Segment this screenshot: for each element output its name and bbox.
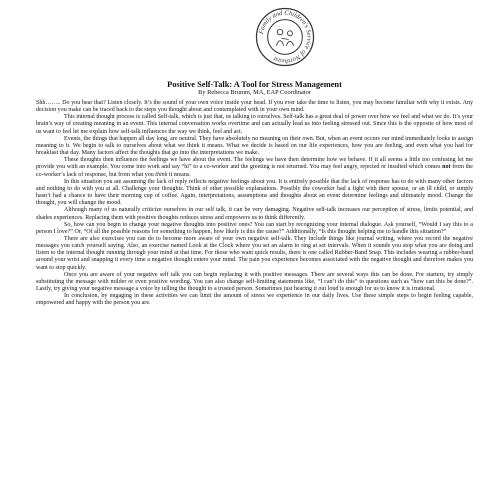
paragraph-text: from the co-worker’s lack of response, but from what you [36, 164, 473, 178]
paragraph-text: it means. [167, 171, 191, 178]
paragraph-text: There are also exercises you can do to become more aware of your own negative self-talk. They include things like journal writing, where you record the negative messages you catch yourself saying. Also, an exercise named Look at the Clock where you set an alarm to ring at set intervals. When it sounds you stop what you are doing and listen to the internal thought running through your mind at that time. For those who want quick results, there is one called Rubber-Band Snap. This includes wearing a rubber-band around your wrist and snapping it every time a negative thought enters your mind. The pain you experience becomes associated with the negative thought and therefore makes you want to stop quickly. [36, 235, 473, 271]
paragraph-text: This internal thought process is called Self-talk, which is just that, us talking to ourselves. Self-talk has a great deal of power over how we feel and what we do. It’s your brain’s way of creating meaning in an event. This internal conversation works overtime and can actually lead us into feeling stressed out. Since this is the opposite of how most of us want to feel let me explain how self-talk influences the way we think, feel and act. [36, 114, 473, 135]
body-paragraph [36, 272, 473, 293]
paragraph-text: Events, the things that happen all day long, are neutral. They have absolutely no meaning on their own. But, when an event occurs our mind immediately looks to assign meaning to it. We begin to talk to ourselves about what we think it means. What we decide is based on our life experiences, how you are feeling, and even what you had for breakfast that day. Many factors affect the thoughts that go into the interpretations we make. [36, 135, 473, 157]
document-title: Positive Self-Talk: A Tool for Stress Management [167, 80, 342, 89]
document-body [36, 100, 473, 308]
paragraph-text: think [155, 171, 168, 178]
paragraph-text: In this situation you are assuming the lack of reply reflects negative feelings about you. It is entirely possible that the lack of response has to do with many other factors and nothing to do with you at all. Challenge your thoughts. Think of other possible explanations. Possibly the coworker had a fight with their spouse, or an ill child, or simply hasn’t had a chance to have their morning cup of coffee. Again, interpretations, assumptions and thoughts about an event determine feelings and ultimately mood. Change the thought, you will change the mood. [36, 178, 473, 207]
paragraph-text: These thoughts then influence the feelings we have about the event. The feelings we have then determine how we behave. If it all seems a little too confusing let me provide you with an example. You come into work and say “hi” to a co-worker and the greeting is not returned. You may feel angry, rejected or insulted which comes [36, 157, 473, 171]
svg-text:Family and Children's Service: Family and Children's Service of Northeast [257, 9, 313, 65]
document-byline: By Rebecca Brumm, MA, EAP Coordinator [198, 89, 311, 96]
paragraph-text: Once you are aware of your negative self talk you can begin replacing it with positive messages. There are several ways this can be done. For starters, try simply substituting the message with milder or even positive wording. You can also change self-limiting statements like, “I can’t do this” to questions such as “how can this be done?”. Lastly, try giving your negative message a voice by telling the thought to a trusted person. Sometimes just hearing it out loud is enough for us to know it is irrational. [36, 271, 473, 293]
paragraph-text: Shh…….. Do you hear that? Listen closely. It’s the sound of your own voice inside your head. If you ever take the time to listen, you may become familiar with why it exists. Any decision you make can be traced back to the steps you thought about and contemplated with in your own mind. [36, 100, 473, 114]
body-paragraph [36, 157, 473, 178]
body-paragraph [36, 179, 473, 208]
seal-icon [254, 6, 316, 68]
paragraph-text: not [442, 164, 451, 171]
body-paragraph [36, 222, 473, 236]
body-paragraph [36, 136, 473, 157]
body-paragraph [36, 100, 473, 114]
body-paragraph [36, 114, 473, 135]
organization-seal-logo [254, 6, 316, 68]
paragraph-text: In conclusion, by engaging in these activities we can limit the amount of stress we experience in our daily lives. Use these simple steps to begin feeling capable, empowered and happy with the person you are. [36, 293, 473, 307]
body-paragraph [36, 236, 473, 272]
paragraph-text: Although many of us naturally criticize ourselves in our self talk, it can be very damaging. Negative self-talk increases our perception of stress, limits potential, and shades experiences. Replacing them with positive thoughts reduces stress and empowers us to think differently. [36, 207, 473, 221]
body-paragraph [36, 207, 473, 221]
body-paragraph [36, 293, 473, 307]
paragraph-text: So, how can you begin to change your negative thoughts into positive ones? You can start by recognizing your internal dialogue. Ask yourself, “Would I say this to a person I love?” Or, “Of all the possible reasons for something to happen, how likely is this the cause?” Additionally, “Is this thought helping me to handle this situation?” [36, 221, 473, 235]
header [36, 4, 473, 78]
